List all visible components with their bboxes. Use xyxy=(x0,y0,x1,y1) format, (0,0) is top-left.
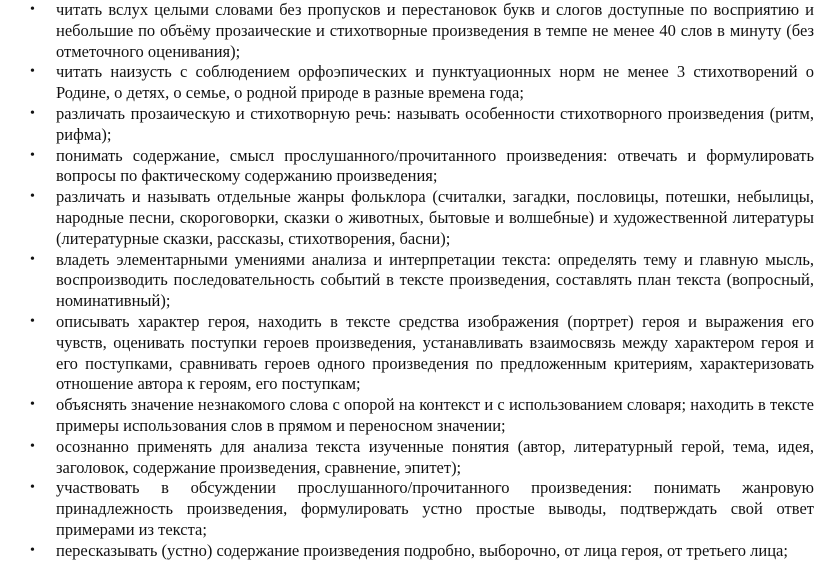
bullet-icon: • xyxy=(30,251,35,267)
list-item-text: понимать содержание, смысл прослушанного/прочитанного произведения: отвечать и формулировать вопросы по фактическому содержанию произведения; xyxy=(56,145,814,186)
list-item xyxy=(0,146,816,188)
bullet-icon: • xyxy=(30,105,35,121)
list-item xyxy=(0,0,816,62)
list-item-text: владеть элементарными умениями анализа и интерпретации текста: определять тему и главную мысль, воспроизводить последовательность событий в тексте произведения, составлять план текста (вопросный, номинативный); xyxy=(56,249,814,311)
bullet-icon: • xyxy=(30,397,35,413)
bullet-icon: • xyxy=(30,189,35,205)
list-item xyxy=(0,104,816,146)
bullet-icon: • xyxy=(30,313,35,329)
list-item-text: осознанно применять для анализа текста изученные понятия (автор, литературный герой, тема, идея, заголовок, содержание произведения, сравнение, эпитет); xyxy=(56,436,814,477)
bullet-icon: • xyxy=(30,2,35,17)
list-item-text: объяснять значение незнакомого слова с опорой на контекст и с использованием словаря; находить в тексте примеры использования слов в прямом и переносном значении; xyxy=(56,395,814,435)
list-item-text: пересказывать (устно) содержание произведения подробно, выборочно, от лица героя, от третьего лица; xyxy=(56,540,788,560)
list-item-text: читать вслух целыми словами без пропусков и перестановок букв и слогов доступные по восприятию и небольшие по объёму прозаические и стихотворные произведения в темпе не менее 40 слов в минуту (без отметочного оценивания); xyxy=(56,0,814,61)
list-item xyxy=(0,250,816,312)
list-item-text: различать и называть отдельные жанры фольклора (считалки, загадки, пословицы, потешки, небылицы, народные песни, скороговорки, сказки о животных, бытовые и волшебные) и художественной литературы (литературные сказки, рассказы, стихотворения, басни); xyxy=(56,187,814,248)
list-item xyxy=(0,187,816,249)
bullet-icon: • xyxy=(30,542,35,558)
bullet-icon: • xyxy=(30,147,35,163)
list-item-text: участвовать в обсуждении прослушанного/прочитанного произведения: понимать жанровую принадлежность произведения, формулировать устно простые выводы, подтверждать свой ответ примерами из текста; xyxy=(56,478,814,539)
list-item xyxy=(0,541,816,562)
list-item-text: различать прозаическую и стихотворную речь: называть особенности стихотворного произведения (ритм, рифма); xyxy=(56,103,814,144)
bullet-icon: • xyxy=(30,438,35,454)
bullet-icon: • xyxy=(30,480,35,496)
list-item xyxy=(0,62,816,104)
list-item-text: читать наизусть с соблюдением орфоэпических и пунктуационных норм не менее 3 стихотворений о Родине, о детях, о семье, о родной природе в разные времена года; xyxy=(56,62,814,103)
list-item xyxy=(0,395,816,437)
bullet-icon: • xyxy=(30,64,35,80)
list-item xyxy=(0,478,816,540)
list-item-text: описывать характер героя, находить в тексте средства изображения (портрет) героя и выражения его чувств, оценивать поступки героев произведения, устанавливать взаимосвязь между характером героя и его поступками, сравнивать героев одного произведения по предложенным критериям, характеризовать отношение автора к героям, его поступкам; xyxy=(56,311,814,394)
list-item xyxy=(0,312,816,395)
list-item xyxy=(0,437,816,479)
